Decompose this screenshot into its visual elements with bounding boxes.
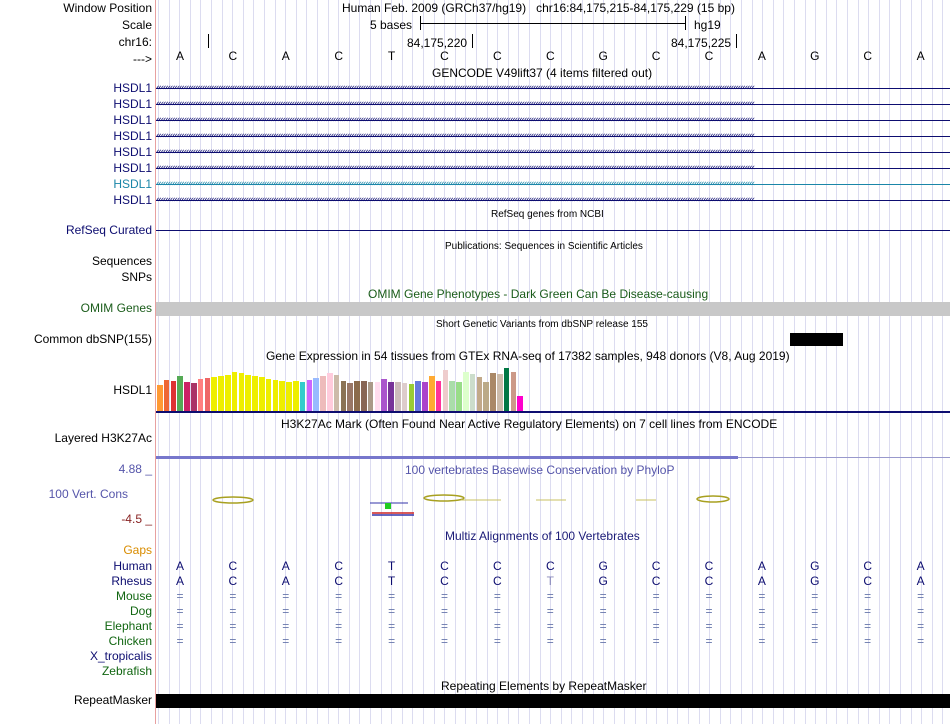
base-letter: G: [598, 49, 608, 63]
alignment-base: =: [282, 604, 290, 618]
alignment-base: =: [546, 604, 554, 618]
alignment-base: =: [864, 589, 872, 603]
alignment-base: =: [599, 604, 607, 618]
alignment-base: C: [651, 574, 661, 588]
gencode-gene-arrows: ‹‹‹‹‹‹‹‹‹‹‹‹‹‹‹‹‹‹‹‹‹‹‹‹‹‹‹‹‹‹‹‹‹‹‹‹‹‹‹‹‹‹‹‹‹‹‹‹‹‹‹‹‹‹‹‹‹‹‹‹‹‹‹‹‹‹‹‹‹‹‹‹‹‹‹‹‹‹‹‹‹‹‹‹‹‹‹‹‹‹‹‹‹‹‹‹‹‹‹‹‹‹‹‹‹‹‹‹‹‹‹‹‹‹‹‹‹‹‹‹‹‹‹‹‹‹‹‹‹‹‹‹‹‹‹‹‹‹‹‹‹‹‹‹‹‹‹‹‹‹‹‹‹‹‹‹‹‹‹‹‹‹‹‹‹‹‹‹‹‹‹‹‹‹‹‹‹‹‹‹‹‹‹‹‹‹‹‹‹‹‹‹‹‹‹‹‹‹‹‹‹‹‹‹‹‹‹‹‹‹‹‹‹‹‹‹‹‹‹‹‹‹‹‹‹‹‹‹‹‹‹‹‹‹‹‹‹‹‹‹‹‹‹‹‹‹‹‹‹‹‹‹‹‹‹‹‹‹‹‹: [156, 99, 754, 109]
alignment-base: =: [758, 634, 766, 648]
base-letter: C: [493, 49, 502, 63]
gtex-bar[interactable]: [429, 376, 435, 411]
scale-db: hg19: [694, 18, 721, 32]
assembly-title[interactable]: [342, 1, 735, 15]
alignment-base: C: [440, 559, 449, 573]
alignment-base: =: [335, 634, 343, 648]
cons-label[interactable]: 100 Vert. Cons: [48, 487, 128, 501]
gtex-bar[interactable]: [511, 372, 517, 411]
alignment-base: =: [176, 634, 184, 648]
gtex-bar[interactable]: [395, 382, 401, 411]
gtex-bar[interactable]: [164, 380, 170, 411]
alignment-base: =: [493, 634, 501, 648]
alignment-base: C: [863, 559, 873, 573]
gtex-bar[interactable]: [198, 379, 204, 411]
gtex-gene-line: [156, 411, 950, 413]
repeat-title[interactable]: Repeating Elements by RepeatMasker: [441, 679, 647, 693]
gencode-gene-arrows: ‹‹‹‹‹‹‹‹‹‹‹‹‹‹‹‹‹‹‹‹‹‹‹‹‹‹‹‹‹‹‹‹‹‹‹‹‹‹‹‹‹‹‹‹‹‹‹‹‹‹‹‹‹‹‹‹‹‹‹‹‹‹‹‹‹‹‹‹‹‹‹‹‹‹‹‹‹‹‹‹‹‹‹‹‹‹‹‹‹‹‹‹‹‹‹‹‹‹‹‹‹‹‹‹‹‹‹‹‹‹‹‹‹‹‹‹‹‹‹‹‹‹‹‹‹‹‹‹‹‹‹‹‹‹‹‹‹‹‹‹‹‹‹‹‹‹‹‹‹‹‹‹‹‹‹‹‹‹‹‹‹‹‹‹‹‹‹‹‹‹‹‹‹‹‹‹‹‹‹‹‹‹‹‹‹‹‹‹‹‹‹‹‹‹‹‹‹‹‹‹‹‹‹‹‹‹‹‹‹‹‹‹‹‹‹‹‹‹‹‹‹‹‹‹‹‹‹‹‹‹‹‹‹‹‹‹‹‹‹‹‹‹‹‹‹‹‹‹‹‹‹‹‹‹‹‹‹‹‹‹: [156, 195, 754, 205]
gtex-bar[interactable]: [443, 370, 449, 411]
gtex-bar[interactable]: [225, 375, 231, 411]
gencode-gene-label[interactable]: HSDL1: [113, 129, 152, 143]
h3k27ac-label[interactable]: Layered H3K27Ac: [54, 431, 152, 445]
gtex-bar[interactable]: [307, 380, 313, 411]
gencode-gene-arrows: ‹‹‹‹‹‹‹‹‹‹‹‹‹‹‹‹‹‹‹‹‹‹‹‹‹‹‹‹‹‹‹‹‹‹‹‹‹‹‹‹‹‹‹‹‹‹‹‹‹‹‹‹‹‹‹‹‹‹‹‹‹‹‹‹‹‹‹‹‹‹‹‹‹‹‹‹‹‹‹‹‹‹‹‹‹‹‹‹‹‹‹‹‹‹‹‹‹‹‹‹‹‹‹‹‹‹‹‹‹‹‹‹‹‹‹‹‹‹‹‹‹‹‹‹‹‹‹‹‹‹‹‹‹‹‹‹‹‹‹‹‹‹‹‹‹‹‹‹‹‹‹‹‹‹‹‹‹‹‹‹‹‹‹‹‹‹‹‹‹‹‹‹‹‹‹‹‹‹‹‹‹‹‹‹‹‹‹‹‹‹‹‹‹‹‹‹‹‹‹‹‹‹‹‹‹‹‹‹‹‹‹‹‹‹‹‹‹‹‹‹‹‹‹‹‹‹‹‹‹‹‹‹‹‹‹‹‹‹‹‹‹‹‹‹‹‹‹‹‹‹‹‹‹‹‹‹‹‹‹‹: [156, 179, 754, 189]
alignment-base: =: [917, 604, 925, 618]
gencode-gene-label[interactable]: HSDL1: [113, 145, 152, 159]
refseq-line: [156, 230, 950, 231]
gtex-bar[interactable]: [409, 384, 415, 411]
gtex-bar[interactable]: [205, 378, 211, 411]
gencode-gene-arrows: ‹‹‹‹‹‹‹‹‹‹‹‹‹‹‹‹‹‹‹‹‹‹‹‹‹‹‹‹‹‹‹‹‹‹‹‹‹‹‹‹‹‹‹‹‹‹‹‹‹‹‹‹‹‹‹‹‹‹‹‹‹‹‹‹‹‹‹‹‹‹‹‹‹‹‹‹‹‹‹‹‹‹‹‹‹‹‹‹‹‹‹‹‹‹‹‹‹‹‹‹‹‹‹‹‹‹‹‹‹‹‹‹‹‹‹‹‹‹‹‹‹‹‹‹‹‹‹‹‹‹‹‹‹‹‹‹‹‹‹‹‹‹‹‹‹‹‹‹‹‹‹‹‹‹‹‹‹‹‹‹‹‹‹‹‹‹‹‹‹‹‹‹‹‹‹‹‹‹‹‹‹‹‹‹‹‹‹‹‹‹‹‹‹‹‹‹‹‹‹‹‹‹‹‹‹‹‹‹‹‹‹‹‹‹‹‹‹‹‹‹‹‹‹‹‹‹‹‹‹‹‹‹‹‹‹‹‹‹‹‹‹‹‹‹‹‹‹‹‹‹‹‹‹‹‹‹‹‹‹‹: [156, 83, 754, 93]
alignment-base: T: [387, 574, 396, 588]
cons-title[interactable]: 100 vertebrates Basewise Conservation by PhyloP: [405, 463, 675, 477]
alignment-base: =: [493, 604, 501, 618]
gtex-bar[interactable]: [517, 396, 523, 411]
cons-variant-mark: [370, 503, 414, 515]
alignment-base: C: [651, 559, 661, 573]
alignment-base: A: [757, 574, 766, 588]
cons-max: 4.88 _: [118, 462, 152, 476]
dbsnp-label[interactable]: Common dbSNP(155): [33, 332, 152, 346]
gtex-bar[interactable]: [211, 377, 217, 411]
alignment-base: =: [599, 619, 607, 633]
species-label[interactable]: Human: [113, 559, 152, 573]
base-letter: A: [916, 49, 925, 63]
gtex-bar[interactable]: [300, 382, 306, 411]
chrom-label: chr16:: [118, 35, 152, 49]
gtex-bar[interactable]: [483, 382, 489, 411]
alignment-base: =: [440, 589, 448, 603]
gtex-bar[interactable]: [252, 376, 258, 411]
gtex-bar[interactable]: [375, 382, 381, 411]
base-letter: C: [228, 49, 238, 63]
alignment-base: C: [863, 574, 873, 588]
dbsnp-title[interactable]: Short Genetic Variants from dbSNP release 155: [436, 319, 648, 330]
base-letter: A: [175, 49, 184, 63]
alignment-base: =: [546, 589, 554, 603]
gtex-bar[interactable]: [171, 381, 177, 411]
gtex-bar[interactable]: [232, 372, 238, 411]
alignment-base: G: [810, 574, 820, 588]
alignment-base: =: [546, 619, 554, 633]
alignment-base: =: [388, 634, 396, 648]
alignment-base: =: [335, 589, 343, 603]
alignment-base: =: [335, 619, 343, 633]
base-letter: C: [334, 49, 344, 63]
alignment-base: =: [758, 604, 766, 618]
gencode-gene-label[interactable]: HSDL1: [113, 97, 152, 111]
gtex-bar[interactable]: [477, 377, 483, 411]
alignment-base: G: [810, 559, 820, 573]
omim-label[interactable]: OMIM Genes: [80, 301, 152, 315]
cons-mark: [213, 495, 729, 503]
scale-text: 5 bases: [370, 18, 413, 32]
alignment-base: =: [388, 604, 396, 618]
alignment-base: =: [652, 634, 660, 648]
gtex-bar[interactable]: [177, 376, 183, 411]
alignment-base: A: [175, 559, 184, 573]
gtex-label[interactable]: HSDL1: [113, 383, 152, 397]
gtex-bar[interactable]: [463, 372, 469, 411]
alignment-base: =: [811, 634, 819, 648]
alignment-base: =: [282, 589, 290, 603]
gtex-bar[interactable]: [449, 381, 455, 411]
alignment-base: =: [864, 634, 872, 648]
base-letter: C: [440, 49, 449, 63]
gtex-bar[interactable]: [286, 382, 292, 411]
gtex-bar[interactable]: [239, 373, 245, 411]
gtex-bar[interactable]: [334, 375, 340, 411]
alignment-base: =: [493, 619, 501, 633]
gencode-gene-arrows: ‹‹‹‹‹‹‹‹‹‹‹‹‹‹‹‹‹‹‹‹‹‹‹‹‹‹‹‹‹‹‹‹‹‹‹‹‹‹‹‹‹‹‹‹‹‹‹‹‹‹‹‹‹‹‹‹‹‹‹‹‹‹‹‹‹‹‹‹‹‹‹‹‹‹‹‹‹‹‹‹‹‹‹‹‹‹‹‹‹‹‹‹‹‹‹‹‹‹‹‹‹‹‹‹‹‹‹‹‹‹‹‹‹‹‹‹‹‹‹‹‹‹‹‹‹‹‹‹‹‹‹‹‹‹‹‹‹‹‹‹‹‹‹‹‹‹‹‹‹‹‹‹‹‹‹‹‹‹‹‹‹‹‹‹‹‹‹‹‹‹‹‹‹‹‹‹‹‹‹‹‹‹‹‹‹‹‹‹‹‹‹‹‹‹‹‹‹‹‹‹‹‹‹‹‹‹‹‹‹‹‹‹‹‹‹‹‹‹‹‹‹‹‹‹‹‹‹‹‹‹‹‹‹‹‹‹‹‹‹‹‹‹‹‹‹‹‹‹‹‹‹‹‹‹‹‹‹‹‹‹: [156, 163, 754, 173]
alignment-base: C: [493, 559, 502, 573]
gtex-bar[interactable]: [320, 376, 326, 411]
h3k27ac-signal-tail: [738, 457, 950, 458]
alignment-base: C: [228, 559, 238, 573]
gtex-bar[interactable]: [341, 381, 347, 411]
species-label[interactable]: Rhesus: [111, 574, 152, 588]
gtex-bar[interactable]: [470, 374, 476, 411]
gencode-gene-arrows: ‹‹‹‹‹‹‹‹‹‹‹‹‹‹‹‹‹‹‹‹‹‹‹‹‹‹‹‹‹‹‹‹‹‹‹‹‹‹‹‹‹‹‹‹‹‹‹‹‹‹‹‹‹‹‹‹‹‹‹‹‹‹‹‹‹‹‹‹‹‹‹‹‹‹‹‹‹‹‹‹‹‹‹‹‹‹‹‹‹‹‹‹‹‹‹‹‹‹‹‹‹‹‹‹‹‹‹‹‹‹‹‹‹‹‹‹‹‹‹‹‹‹‹‹‹‹‹‹‹‹‹‹‹‹‹‹‹‹‹‹‹‹‹‹‹‹‹‹‹‹‹‹‹‹‹‹‹‹‹‹‹‹‹‹‹‹‹‹‹‹‹‹‹‹‹‹‹‹‹‹‹‹‹‹‹‹‹‹‹‹‹‹‹‹‹‹‹‹‹‹‹‹‹‹‹‹‹‹‹‹‹‹‹‹‹‹‹‹‹‹‹‹‹‹‹‹‹‹‹‹‹‹‹‹‹‹‹‹‹‹‹‹‹‹‹‹‹‹‹‹‹‹‹‹‹‹‹‹‹‹: [156, 147, 754, 157]
alignment-base: A: [916, 559, 925, 573]
sequences-label[interactable]: Sequences: [91, 254, 152, 268]
alignment-base: =: [652, 604, 660, 618]
alignment-base: =: [705, 589, 713, 603]
alignment-base: =: [335, 604, 343, 618]
alignment-base: C: [440, 574, 449, 588]
gtex-bar[interactable]: [273, 380, 279, 411]
gtex-bar[interactable]: [490, 373, 496, 411]
cons-plot[interactable]: [156, 488, 950, 522]
gtex-bar[interactable]: [293, 381, 299, 411]
alignment-base: =: [599, 589, 607, 603]
alignment-base: A: [281, 559, 290, 573]
alignment-base: =: [652, 619, 660, 633]
alignment-base: A: [281, 574, 290, 588]
gencode-gene-arrows: ‹‹‹‹‹‹‹‹‹‹‹‹‹‹‹‹‹‹‹‹‹‹‹‹‹‹‹‹‹‹‹‹‹‹‹‹‹‹‹‹‹‹‹‹‹‹‹‹‹‹‹‹‹‹‹‹‹‹‹‹‹‹‹‹‹‹‹‹‹‹‹‹‹‹‹‹‹‹‹‹‹‹‹‹‹‹‹‹‹‹‹‹‹‹‹‹‹‹‹‹‹‹‹‹‹‹‹‹‹‹‹‹‹‹‹‹‹‹‹‹‹‹‹‹‹‹‹‹‹‹‹‹‹‹‹‹‹‹‹‹‹‹‹‹‹‹‹‹‹‹‹‹‹‹‹‹‹‹‹‹‹‹‹‹‹‹‹‹‹‹‹‹‹‹‹‹‹‹‹‹‹‹‹‹‹‹‹‹‹‹‹‹‹‹‹‹‹‹‹‹‹‹‹‹‹‹‹‹‹‹‹‹‹‹‹‹‹‹‹‹‹‹‹‹‹‹‹‹‹‹‹‹‹‹‹‹‹‹‹‹‹‹‹‹‹‹‹‹‹‹‹‹‹‹‹‹‹‹‹‹: [156, 115, 754, 125]
gtex-bar[interactable]: [436, 381, 442, 411]
alignment-base: =: [546, 634, 554, 648]
gtex-bar[interactable]: [347, 383, 353, 411]
species-label[interactable]: Zebrafish: [101, 664, 152, 678]
snps-label[interactable]: SNPs: [121, 270, 152, 284]
gtex-bar[interactable]: [191, 383, 197, 411]
alignment-base: =: [440, 634, 448, 648]
alignment-base: =: [229, 589, 237, 603]
gencode-gene-label[interactable]: HSDL1: [113, 193, 152, 207]
base-letter: A: [757, 49, 766, 63]
ruler-tick: [472, 34, 473, 48]
alignment-base: T: [546, 574, 554, 588]
alignment-base: =: [811, 589, 819, 603]
alignment-base: C: [334, 574, 344, 588]
gtex-bar[interactable]: [504, 368, 510, 411]
omim-feature[interactable]: [156, 302, 950, 316]
alignment-base: G: [598, 559, 608, 573]
alignment-base: =: [388, 589, 396, 603]
gtex-bar[interactable]: [327, 373, 333, 411]
omim-title[interactable]: OMIM Gene Phenotypes - Dark Green Can Be Disease-causing: [368, 287, 709, 301]
alignment-base: =: [229, 604, 237, 618]
alignment-base: =: [917, 634, 925, 648]
gtex-bar[interactable]: [422, 382, 428, 411]
base-letter: G: [810, 49, 820, 63]
gtex-bar[interactable]: [381, 379, 387, 411]
gtex-bar[interactable]: [388, 382, 394, 411]
h3k27ac-title[interactable]: H3K27Ac Mark (Often Found Near Active Regulatory Elements) on 7 cell lines from ENCODE: [281, 417, 778, 431]
coord-2: 84,175,225: [671, 36, 732, 50]
gtex-bar[interactable]: [456, 382, 462, 411]
window-position-label: Window Position: [63, 1, 152, 15]
gencode-gene-label[interactable]: HSDL1: [113, 81, 152, 95]
gtex-bar[interactable]: [313, 378, 319, 411]
species-label[interactable]: Chicken: [108, 634, 152, 648]
species-label[interactable]: Elephant: [104, 619, 152, 633]
scale-bar: [420, 23, 685, 24]
alignment-base: A: [757, 559, 766, 573]
gtex-bar[interactable]: [368, 382, 374, 411]
alignment-base: =: [282, 619, 290, 633]
ruler-tick: [736, 34, 737, 48]
alignment-base: =: [705, 604, 713, 618]
alignment-base: =: [440, 604, 448, 618]
species-label[interactable]: Mouse: [115, 589, 152, 603]
scale-label: Scale: [121, 18, 152, 32]
gtex-bar[interactable]: [157, 385, 163, 411]
alignment-base: C: [704, 574, 714, 588]
repeat-feature[interactable]: [156, 694, 950, 708]
alignment-base: G: [598, 574, 608, 588]
repeat-label[interactable]: RepeatMasker: [73, 693, 152, 707]
species-label[interactable]: Dog: [129, 604, 152, 618]
alignment-base: =: [811, 604, 819, 618]
base-letter: C: [545, 49, 555, 63]
ruler-tick: [208, 34, 209, 48]
alignment-base: =: [599, 634, 607, 648]
alignment-base: C: [334, 559, 344, 573]
gtex-bar[interactable]: [497, 374, 503, 411]
gencode-gene-label[interactable]: HSDL1: [113, 177, 152, 191]
gencode-title[interactable]: GENCODE V49lift37 (4 items filtered out): [432, 66, 653, 80]
alignment-base: =: [864, 604, 872, 618]
refseq-label[interactable]: RefSeq Curated: [65, 223, 152, 237]
alignment-base: =: [493, 589, 501, 603]
gtex-bar[interactable]: [354, 381, 360, 411]
gtex-bar[interactable]: [245, 375, 251, 411]
alignment-base: C: [704, 559, 714, 573]
base-letter: C: [863, 49, 873, 63]
base-letter: T: [387, 49, 396, 63]
position-text: chr16:84,175,215-84,175,229 (15 bp): [536, 1, 735, 15]
gtex-bar[interactable]: [184, 382, 190, 411]
alignment-base: C: [545, 559, 555, 573]
gencode-gene-label[interactable]: HSDL1: [113, 161, 152, 175]
refseq-title[interactable]: RefSeq genes from NCBI: [491, 209, 604, 220]
gtex-bar[interactable]: [218, 376, 224, 411]
alignment-base: =: [705, 619, 713, 633]
alignment-base: =: [229, 619, 237, 633]
base-letter: C: [704, 49, 714, 63]
multiz-title[interactable]: Multiz Alignments of 100 Vertebrates: [445, 529, 640, 543]
species-label[interactable]: X_tropicalis: [89, 649, 152, 663]
alignment-base: =: [440, 619, 448, 633]
h3k27ac-signal: [156, 456, 738, 459]
cons-min: -4.5 _: [121, 512, 152, 526]
assembly-text: Human Feb. 2009 (GRCh37/hg19): [342, 1, 527, 15]
alignment-base: A: [916, 574, 925, 588]
gtex-bar[interactable]: [279, 381, 285, 411]
alignment-base: =: [864, 619, 872, 633]
alignment-base: =: [705, 634, 713, 648]
alignment-base: =: [652, 589, 660, 603]
alignment-base: =: [229, 634, 237, 648]
dbsnp-variant[interactable]: [790, 333, 843, 346]
alignment-base: C: [228, 574, 238, 588]
base-letter: A: [281, 49, 290, 63]
scale-bar-end: [685, 16, 686, 30]
alignment-base: =: [388, 619, 396, 633]
gaps-label[interactable]: Gaps: [123, 543, 152, 557]
strand-label: --->: [133, 52, 152, 66]
coord-1: 84,175,220: [407, 36, 468, 50]
alignment-base: =: [176, 589, 184, 603]
alignment-base: A: [175, 574, 184, 588]
gtex-bar[interactable]: [266, 379, 272, 411]
publications-title[interactable]: Publications: Sequences in Scientific Articles: [445, 241, 643, 252]
base-letter: C: [651, 49, 661, 63]
gtex-bar[interactable]: [259, 377, 265, 411]
gtex-bar[interactable]: [361, 381, 367, 411]
alignment-base: =: [917, 589, 925, 603]
alignment-base: =: [176, 604, 184, 618]
alignment-base: =: [758, 589, 766, 603]
alignment-base: =: [811, 619, 819, 633]
gtex-title[interactable]: Gene Expression in 54 tissues from GTEx RNA-seq of 17382 samples, 948 donors (V8, Aug 2019): [266, 349, 790, 363]
gtex-bar[interactable]: [415, 381, 421, 411]
alignment-base: C: [493, 574, 502, 588]
gtex-bar[interactable]: [402, 383, 408, 411]
alignment-base: =: [282, 634, 290, 648]
gencode-gene-label[interactable]: HSDL1: [113, 113, 152, 127]
gencode-gene-arrows: ‹‹‹‹‹‹‹‹‹‹‹‹‹‹‹‹‹‹‹‹‹‹‹‹‹‹‹‹‹‹‹‹‹‹‹‹‹‹‹‹‹‹‹‹‹‹‹‹‹‹‹‹‹‹‹‹‹‹‹‹‹‹‹‹‹‹‹‹‹‹‹‹‹‹‹‹‹‹‹‹‹‹‹‹‹‹‹‹‹‹‹‹‹‹‹‹‹‹‹‹‹‹‹‹‹‹‹‹‹‹‹‹‹‹‹‹‹‹‹‹‹‹‹‹‹‹‹‹‹‹‹‹‹‹‹‹‹‹‹‹‹‹‹‹‹‹‹‹‹‹‹‹‹‹‹‹‹‹‹‹‹‹‹‹‹‹‹‹‹‹‹‹‹‹‹‹‹‹‹‹‹‹‹‹‹‹‹‹‹‹‹‹‹‹‹‹‹‹‹‹‹‹‹‹‹‹‹‹‹‹‹‹‹‹‹‹‹‹‹‹‹‹‹‹‹‹‹‹‹‹‹‹‹‹‹‹‹‹‹‹‹‹‹‹‹‹‹‹‹‹‹‹‹‹‹‹‹‹‹‹: [156, 131, 754, 141]
alignment-base: =: [917, 619, 925, 633]
alignment-base: =: [176, 619, 184, 633]
alignment-base: T: [387, 559, 396, 573]
alignment-base: =: [758, 619, 766, 633]
